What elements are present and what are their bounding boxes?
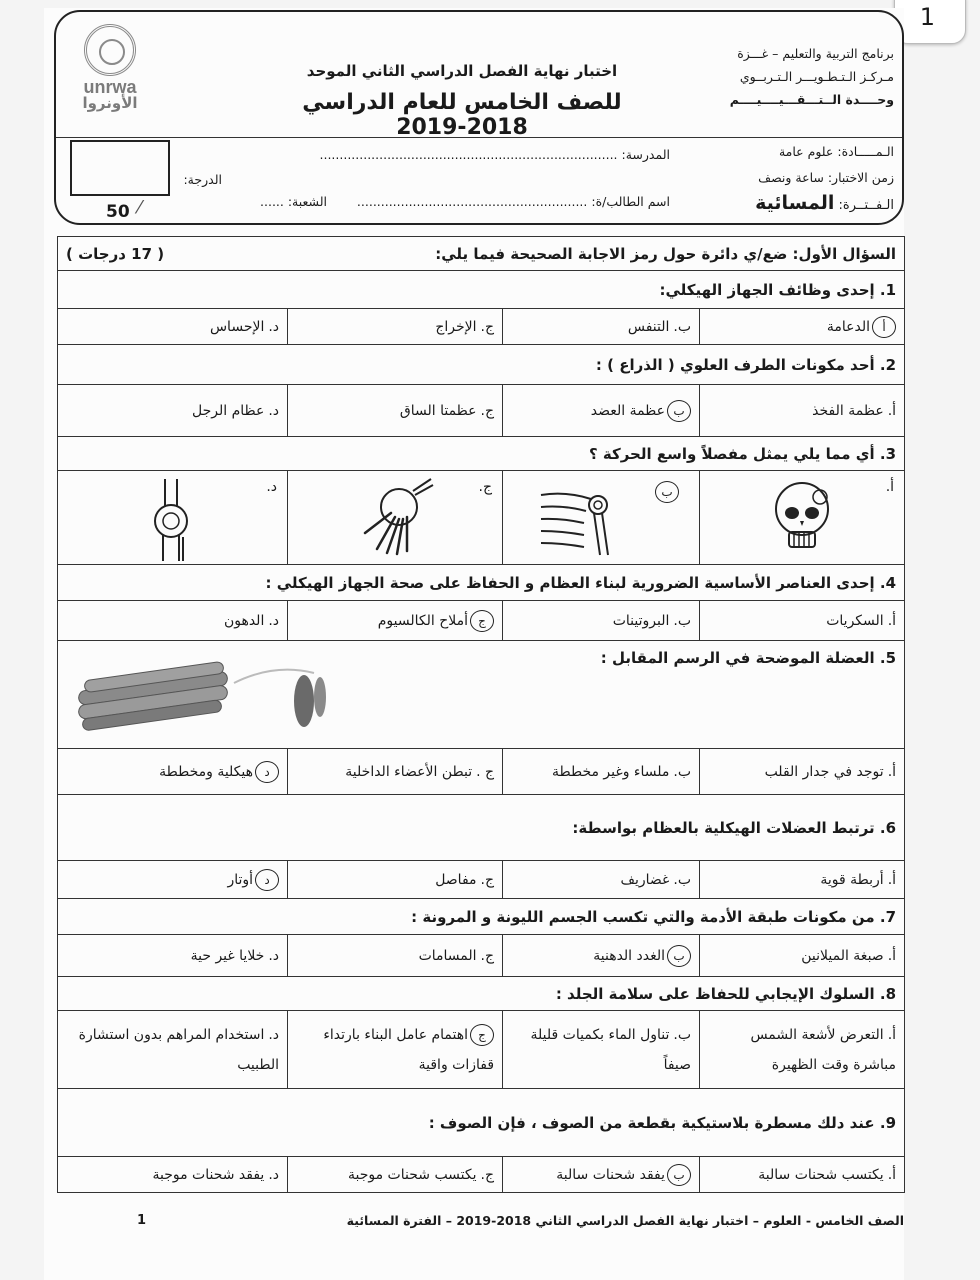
option-a[interactable] <box>700 601 905 641</box>
section-field: الشعبة: ...... <box>260 194 327 209</box>
option-a[interactable] <box>700 385 905 437</box>
option-text: استخدام المراهم بدون استشارة الطبيب <box>78 1026 280 1073</box>
period-label: الـفــتــرة: <box>838 198 894 213</box>
option-letter: ب. <box>673 871 692 888</box>
option-b[interactable] <box>503 749 700 795</box>
exam-title-line1: اختبار نهاية الفصل الدراسي الثاني الموحد <box>306 62 618 80</box>
question-row <box>58 565 905 601</box>
question-text: 7. من مكونات طبقة الأدمة والتي تكسب الجسم الليونة و المرونة : <box>58 899 905 935</box>
question-row <box>58 1089 905 1157</box>
option-letter: د. <box>268 612 280 629</box>
subject-label: الـمـــــادة: <box>837 144 894 159</box>
option-a[interactable] <box>700 1157 905 1193</box>
option-letter: ج. <box>480 947 495 964</box>
grade-box <box>70 140 170 196</box>
option-a[interactable] <box>700 309 905 345</box>
subject-field <box>779 144 894 159</box>
question-row <box>58 641 905 749</box>
option-text: الدهون <box>223 612 265 629</box>
exam-title <box>272 62 652 140</box>
time-field <box>758 170 894 185</box>
question-text: 8. السلوك الإيجابي للحفاظ على سلامة الجلد : <box>58 977 905 1011</box>
option-d[interactable] <box>58 935 288 977</box>
un-emblem-icon <box>84 24 136 76</box>
option-letter: د. <box>268 318 280 335</box>
question-text: 9. عند دلك مسطرة بلاستيكية بقطعة من الصوف ، فإن الصوف : <box>58 1089 905 1157</box>
answer-circle: ب <box>655 481 679 503</box>
logo-text-arabic: الأونروا <box>82 94 138 112</box>
logo-text-latin: unrwa <box>83 77 137 97</box>
answer-circle: د <box>255 869 279 891</box>
option-b[interactable] <box>503 601 700 641</box>
option-c[interactable] <box>288 935 503 977</box>
option-letter: ج. <box>480 871 495 888</box>
section-marks: ( 17 درجات ) <box>66 244 165 263</box>
options-row <box>58 935 905 977</box>
options-row <box>58 601 905 641</box>
option-b[interactable] <box>503 935 700 977</box>
answer-circle: د <box>255 761 279 783</box>
option-letter: أ. <box>887 612 897 629</box>
question-row <box>58 345 905 385</box>
section-title: السؤال الأول: ضع/ي دائرة حول رمز الاجابة الصحيحة فيما يلي: <box>435 244 897 263</box>
option-letter: د. <box>268 402 280 419</box>
option-d[interactable] <box>58 385 288 437</box>
option-letter: د. <box>268 1026 280 1043</box>
option-d[interactable] <box>58 749 288 795</box>
school-field: المدرسة: ........................................................................... <box>319 147 670 162</box>
answer-circle: ب <box>667 945 691 967</box>
option-letter: أ. <box>887 1026 897 1043</box>
option-letter: د. <box>268 947 280 964</box>
options-row <box>58 861 905 899</box>
option-d[interactable] <box>58 1011 288 1089</box>
knee-joint-icon <box>143 477 203 561</box>
header-divider <box>56 137 902 138</box>
exam-title-line2: للصف الخامس للعام الدراسي 2018-2019 <box>302 90 622 140</box>
option-text: أوتار <box>227 871 254 888</box>
option-d[interactable] <box>58 471 288 565</box>
org-line: وحــــدة الــتـــقـــيــــيــــم <box>729 92 894 107</box>
page-number: 1 <box>919 3 935 31</box>
option-letter: د. <box>268 1166 280 1183</box>
option-b[interactable] <box>503 1157 700 1193</box>
option-text: صبغة الميلانين <box>801 947 884 964</box>
option-text: ملساء وغير مخططة <box>551 763 670 780</box>
option-text: الدعامة <box>826 318 871 335</box>
option-d[interactable] <box>58 1157 288 1193</box>
option-text: يكتسب شحنات سالبة <box>758 1166 884 1183</box>
exam-header <box>54 10 904 225</box>
option-c[interactable] <box>288 749 503 795</box>
student-name-field: اسم الطالب/ة: .......................................................... <box>356 194 670 209</box>
question-row <box>58 899 905 935</box>
option-letter: أ. <box>887 763 897 780</box>
option-c[interactable] <box>288 471 503 565</box>
option-text: عظمتا الساق <box>399 402 477 419</box>
option-c[interactable] <box>288 1011 503 1089</box>
option-letter: ج. <box>480 402 495 419</box>
option-text: خلايا غير حية <box>190 947 265 964</box>
option-b[interactable] <box>503 385 700 437</box>
option-c[interactable] <box>288 309 503 345</box>
question-row <box>58 795 905 861</box>
option-text: التعرض لأشعة الشمس مباشرة وقت الظهيرة <box>750 1026 897 1073</box>
grade-label: الدرجة: <box>183 172 222 187</box>
skull-icon <box>762 477 842 557</box>
question-text: 4. إحدى العناصر الأساسية الضرورية لبناء العظام و الحفاظ على صحة الجهاز الهيكلي : <box>58 565 905 601</box>
option-letter: ج . <box>476 763 495 780</box>
option-b[interactable] <box>503 1011 700 1089</box>
org-line: مـركـز الـتـطـويـــر الـتـربــوي <box>739 69 894 84</box>
footer-page-number: 1 <box>137 1213 147 1228</box>
options-row <box>58 1011 905 1089</box>
question-text: 2. أحد مكونات الطرف العلوي ( الذراع ) : <box>58 345 905 385</box>
option-text: غضاريف <box>620 871 670 888</box>
question-text: 3. أي مما يلي يمثل مفصلاً واسع الحركة ؟ <box>58 437 905 471</box>
option-c[interactable] <box>288 861 503 899</box>
shoulder-joint-icon <box>536 477 626 557</box>
option-a[interactable] <box>700 861 905 899</box>
option-text: التنفس <box>627 318 670 335</box>
option-text: السكريات <box>826 612 884 629</box>
options-row <box>58 309 905 345</box>
option-letter: أ. <box>887 1166 897 1183</box>
option-text: يفقد شحنات سالبة <box>556 1166 666 1183</box>
question-text: 6. ترتبط العضلات الهيكلية بالعظام بواسطة: <box>58 795 905 861</box>
option-a[interactable] <box>700 471 905 565</box>
option-d[interactable] <box>58 309 288 345</box>
skeletal-muscle-icon <box>74 653 334 733</box>
option-letter: أ. <box>887 871 897 888</box>
total-score: 50 <box>106 202 130 222</box>
option-d[interactable] <box>58 601 288 641</box>
option-letter: أ. <box>885 479 895 495</box>
option-c[interactable] <box>288 1157 503 1193</box>
options-row <box>58 385 905 437</box>
option-text: عظمة العضد <box>590 402 666 419</box>
organization-lines <box>704 42 894 111</box>
answer-circle: أ <box>872 316 896 338</box>
period-value: المسائية <box>755 192 835 214</box>
questions-table <box>57 236 905 1193</box>
time-label: زمن الاختبار: <box>827 170 894 185</box>
period-field <box>755 192 894 214</box>
option-b[interactable] <box>503 861 700 899</box>
option-b[interactable] <box>503 471 700 565</box>
subject-value: علوم عامة <box>778 144 834 159</box>
option-text: هيكلية ومخططة <box>159 763 254 780</box>
option-text: تناول الماء بكميات قليلة صيفاً <box>530 1026 692 1073</box>
answer-circle: ب <box>667 400 691 422</box>
option-text: الإخراج <box>435 318 477 335</box>
option-text: تبطن الأعضاء الداخلية <box>345 763 473 780</box>
answer-circle: ج <box>470 1024 494 1046</box>
question-row <box>58 271 905 309</box>
option-text: الغدد الدهنية <box>593 947 666 964</box>
options-row <box>58 749 905 795</box>
footer-text: الصف الخامس - العلوم – اختبار نهاية الفصل الدراسي الثاني 2018-2019 – الفترة المسائية <box>346 1213 904 1228</box>
answer-circle: ج <box>470 610 494 632</box>
option-text: مفاصل <box>435 871 477 888</box>
option-letter: ج. <box>478 479 493 495</box>
question-text: 1. إحدى وظائف الجهاز الهيكلي: <box>58 271 905 309</box>
option-a[interactable] <box>700 749 905 795</box>
option-letter: ج. <box>480 1166 495 1183</box>
option-letter: أ. <box>887 947 897 964</box>
option-text: عظام الرجل <box>191 402 265 419</box>
options-row <box>58 471 905 565</box>
option-letter: ج. <box>480 318 495 335</box>
option-a[interactable] <box>700 1011 905 1089</box>
option-letter: د. <box>266 479 278 495</box>
option-b[interactable] <box>503 309 700 345</box>
section-header-row <box>58 237 905 271</box>
question-row <box>58 437 905 471</box>
option-text: عظمة الفخذ <box>812 402 884 419</box>
options-row <box>58 1157 905 1193</box>
slash-mark-icon: ⁄ <box>138 197 142 218</box>
option-text: الإحساس <box>209 318 265 335</box>
org-line: برنامج التربية والتعليم – غـــزة <box>737 46 894 61</box>
option-a[interactable] <box>700 935 905 977</box>
option-text: المسامات <box>418 947 477 964</box>
option-c[interactable] <box>288 601 503 641</box>
option-c[interactable] <box>288 385 503 437</box>
option-text: أملاح الكالسيوم <box>377 612 469 629</box>
answer-circle-container <box>653 481 679 503</box>
question-row <box>58 977 905 1011</box>
option-letter: ب. <box>673 763 692 780</box>
page-number-tab <box>894 0 966 44</box>
answer-circle: ب <box>667 1164 691 1186</box>
option-letter: ب. <box>673 318 692 335</box>
option-text: البروتينات <box>612 612 670 629</box>
unrwa-logo <box>70 24 150 111</box>
time-value: ساعة ونصف <box>758 170 824 185</box>
option-d[interactable] <box>58 861 288 899</box>
hand-skeleton-icon <box>355 477 435 557</box>
option-text: يكتسب شحنات موجبة <box>347 1166 477 1183</box>
option-text: توجد في جدار القلب <box>764 763 884 780</box>
option-text: أربطة قوية <box>820 871 884 888</box>
option-letter: ب. <box>673 1026 692 1043</box>
question-text: 5. العضلة الموضحة في الرسم المقابل : <box>600 649 897 667</box>
option-text: اهتمام عامل البناء بارتداء قفازات واقية <box>323 1026 495 1073</box>
option-text: يفقد شحنات موجبة <box>152 1166 265 1183</box>
option-letter: ب. <box>673 612 692 629</box>
option-letter: أ. <box>887 402 897 419</box>
page-footer <box>57 1213 904 1228</box>
